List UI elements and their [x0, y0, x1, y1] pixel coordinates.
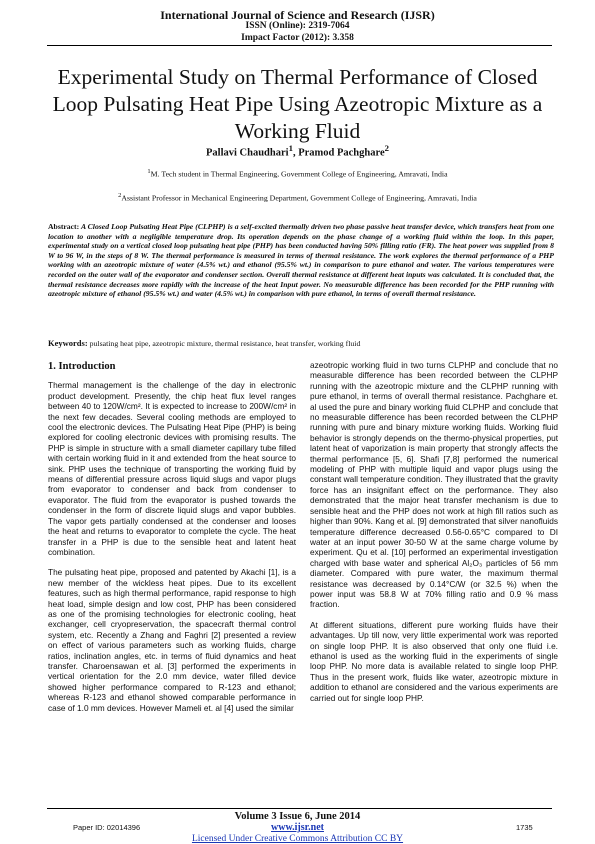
- paragraph: The pulsating heat pipe, proposed and patented by Akachi [1], is a new member of the wickless heat pipes. Due to its excellent features, such as high thermal performance, rapid response to high heat load, simple design and low cost, PHP has been considered as one of the promising technologies for electronic cooling, heat exchanger, cell cryopreservation, the spacecraft thermal control system, etc. Recently a Zhang and Faghri [2] presented a review on effect of various parameters such as working fluids, charge ratios, inclination angles, etc. in terms of fluid dynamics and heat transfer. Charoensawan et al. [3] performed the experiments in vertical orientation for the 2.0 mm device, water filled device showed higher performance compared to R-123 and ethanol; whereas R-123 and ethanol showed comparable performance in case of 1.0 mm devices. However Mameli et. al [4] used the similar: [48, 567, 296, 713]
- paper-title: Experimental Study on Thermal Performance of Closed Loop Pulsating Heat Pipe Using Azeotropic Mixture as a Working Fluid: [52, 65, 543, 144]
- journal-url-link[interactable]: www.ijsr.net: [271, 822, 324, 833]
- author-name: Pramod Pachghare: [298, 147, 385, 159]
- issn: ISSN (Online): 2319-7064: [245, 21, 350, 31]
- affiliation-sup: 1: [147, 168, 151, 175]
- paragraph: At different situations, different pure working fluids have their advantages. Up till now, very little experimental work was reported on single loop PHP. It is also observed that only one fluid i.e. ethanol is used as the working fluid in the experiments of single loop PHP. No more data is available related to single loop PHP. Thus in the present work, fluids like water, azeotropic mixture in addition to ethanol are considered and the various experiments are carried out for single loop PHP.: [310, 619, 558, 703]
- paragraph: azeotropic working fluid in two turns CLPHP and conclude that no measurable difference has been recorded between the CLPHP running with the azeotropic mixture and the CLPHP running with pure ethanol, in terms of overall thermal resistance. Pachghare et. al used the pure and binary working fluid CLPHP and conclude that no measurable difference has been recorded between the CLPHP running with pure and binary mixture working fluids. Working fluid behavior is strongly depends on the thermo-physical properties, put latent heat of vaporization is main property that strongly affects the thermal performance [5, 6]. Shafi [7,8] performed the numerical modeling of PHP with multiple liquid and vapor plugs using the constant wall temperature condition. They illustrated that the gravity force has an insignifant effect on the performance. They also demonstrated that the major heat transfer mechanism is due to sensible heat and the PHP does not work at high fill ratios such as higher than 90%. Kang et al. [9] demonstrated that silver nanofluids temperature difference decreased 0.56-0.65°C compared to DI water at an input power 30-50 W at the same charge volume by experiment. Qu et al. [10] performed an experimental investigation charged with base water and spherical Al₂O₃ particles of 56 mm diameter. Compared with pure water, the maximum thermal resistance was decreased by 0.14°C/W (or 32.5 %) when the power input was 58.8 W at 70% filling ratio and 0.9 % mass fraction.: [310, 360, 558, 610]
- keywords-text: pulsating heat pipe, azeotropic mixture, thermal resistance, heat transfer, working fluid: [89, 339, 361, 348]
- section-heading: 1. Introduction: [48, 361, 116, 372]
- abstract: [48, 222, 554, 299]
- paragraph: Thermal management is the challenge of the day in electronic product development. Presently, the chip heat flux level ranges between 40 to 120W/cm². It is expected to increase to 200W/cm² in the next few decades. Several cooling methods are employed to cool the electronic devices. The Pulsating Heat Pipe (PHP) is being explored for cooling electronic devices with promising results. The PHP is simple in structure with a small diameter capillary tube filled with certain working fluid in it and extended from the heat source to sink. PHP uses the technique of transporting the working fluid by means of differential pressure across liquid slugs and vapor plugs from evaporator to condenser and back from condenser to evaporator. The fluid from the evaporator is pushed towards the condenser in the form of discrete liquid slugs and vapor bubbles. The vapor gets partially condensed at the condenser and looses the heat and returns to evaporator to complete the cycle. The heat transfer in a PHP is due to the sensible heat and latent heat combination.: [48, 380, 296, 557]
- header-rule: [47, 45, 552, 46]
- affiliation-text: M. Tech student in Thermal Engineering, Government College of Engineering, Amravati, India: [150, 169, 448, 179]
- author-sup: 1: [288, 143, 293, 153]
- footer-rule: [47, 808, 552, 809]
- affiliation-2: [0, 192, 595, 203]
- journal-name: International Journal of Science and Research (IJSR): [160, 8, 435, 22]
- affiliation-text: Assistant Professor in Mechanical Engineering Department, Government College of Engineering, Amravati, India: [121, 193, 477, 203]
- keywords: [48, 338, 554, 348]
- abstract-text: A Closed Loop Pulsating Heat Pipe (CLPHP) is a self-excited thermally driven two phase passive heat transfer device, which transfers heat from one location to another with a negligible temperature drop. Its operation depends on the phase change of a working fluid within the loop. In this paper, experimental study on a vertical closed loop pulsating heat pipe (PHP) has been conducted having 50% filling ratio (FR). The heat power was supplied from 8 W to 96 W, in the steps of 8 W. The thermal performance is measured in terms of thermal resistance. The work explores the thermal performance of a PHP working with an azeotropic mixture of water (4.5% wt.) and ethanol (95.5% wt.) in comparison to pure ethanol and water. The various temperatures were recorded on the outer wall of the evaporator and condenser section. Overall thermal resistance at different heat inputs was calculated. It is concluded that, the thermal resistance decreases more rapidly with the increase of the heat Input power. No measurable difference has been recorded for the PHP running with azeotropic mixture of ethanol (95.5% wt.) and water (4.5% wt.) in comparison with pure ethanol, in terms of overall thermal resistance.: [48, 222, 554, 299]
- affiliation-1: [0, 168, 595, 179]
- left-column: [48, 360, 296, 723]
- paper-id: Paper ID: 02014396: [73, 823, 141, 832]
- page-number: 1735: [516, 823, 533, 832]
- abstract-label: Abstract:: [48, 222, 80, 231]
- affiliation-sup: 2: [118, 192, 122, 199]
- author-name: Pallavi Chaudhari: [206, 147, 289, 159]
- license-link[interactable]: Licensed Under Creative Commons Attribution CC BY: [191, 834, 404, 844]
- volume-issue: Volume 3 Issue 6, June 2014: [234, 811, 361, 822]
- impact-factor: Impact Factor (2012): 3.358: [241, 33, 354, 43]
- author-line: Pallavi Chaudhari$^1$, Pramod Pachghare$^2$: [206, 143, 389, 159]
- right-column: [310, 360, 558, 713]
- author-sup: 2: [384, 143, 389, 153]
- keywords-label: Keywords:: [48, 338, 88, 348]
